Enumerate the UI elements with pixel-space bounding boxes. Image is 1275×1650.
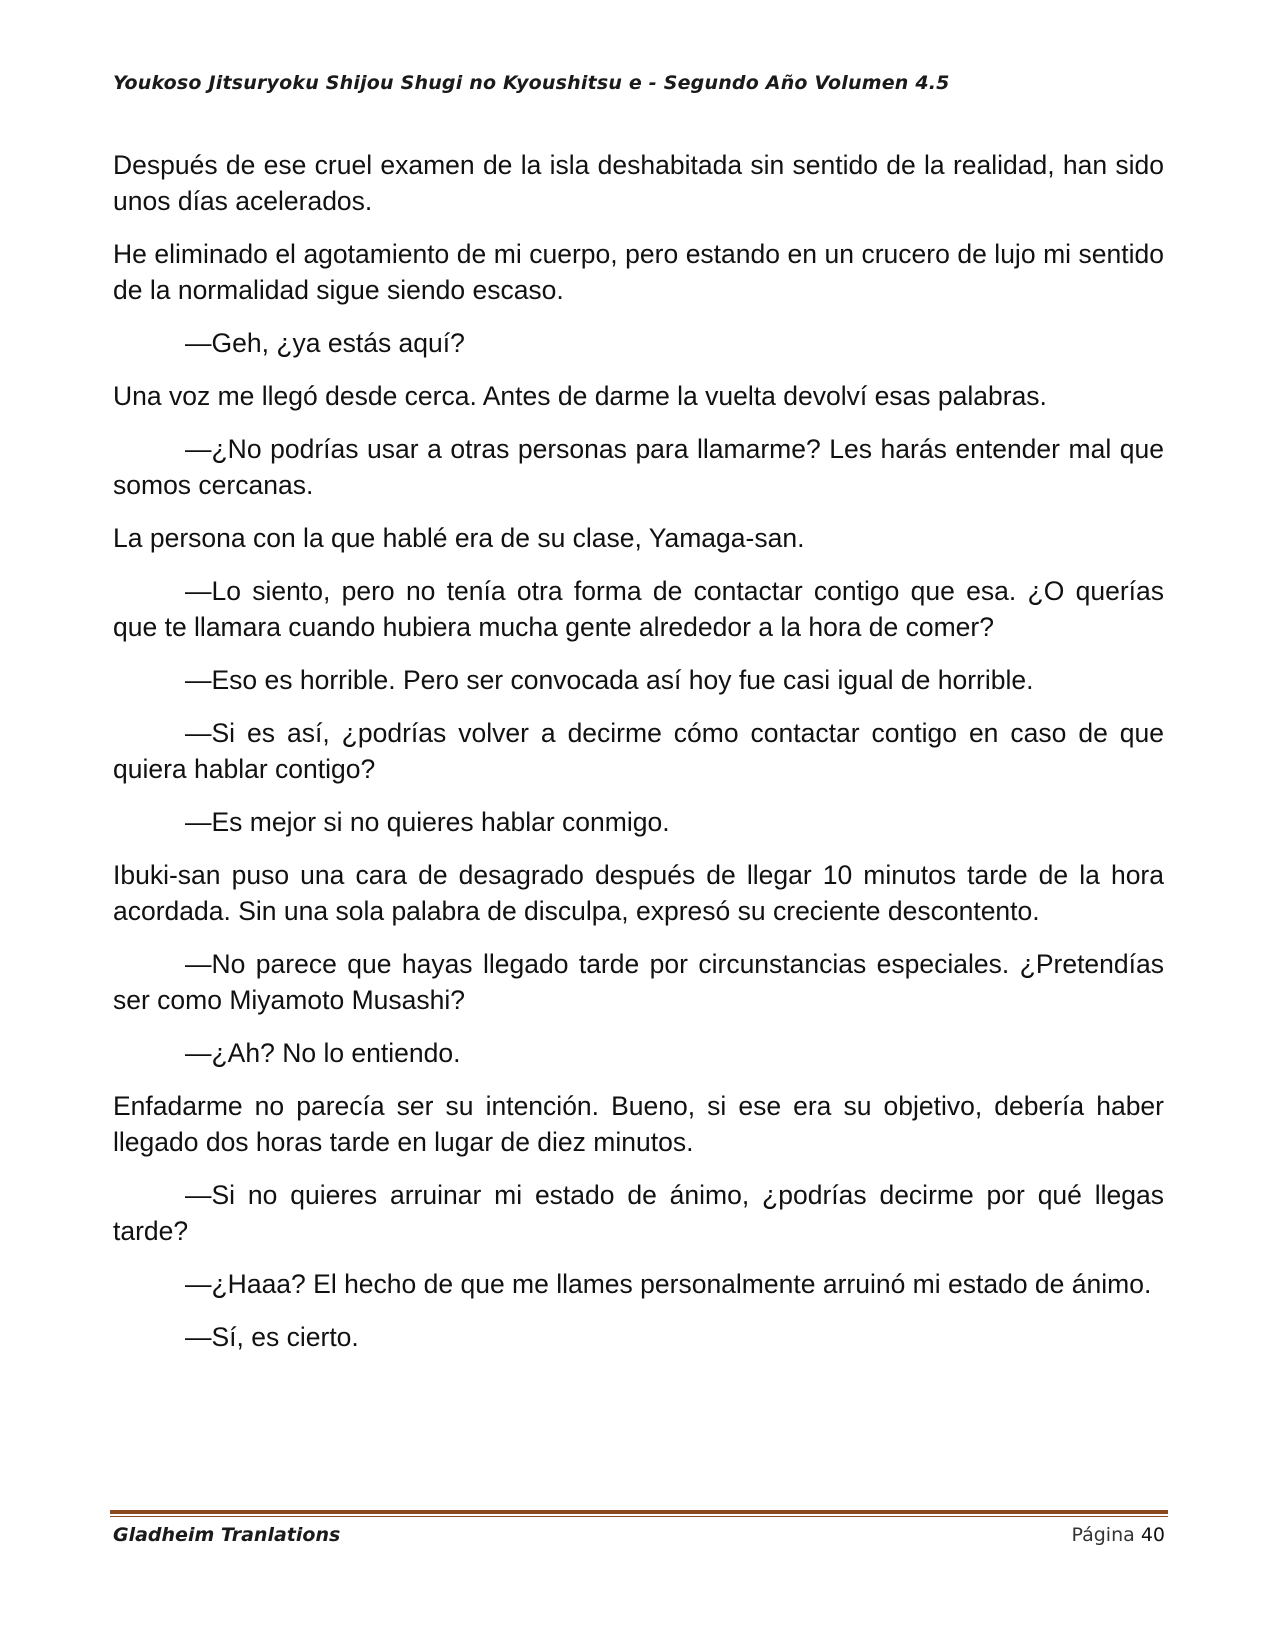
paragraph: Enfadarme no parecía ser su intención. Bueno, si ese era su objetivo, debería haber llegado dos horas tarde en lugar de diez minutos. bbox=[113, 1091, 1164, 1157]
page-number-block bbox=[1071, 1524, 1165, 1546]
footer-divider bbox=[110, 1510, 1168, 1517]
paragraph: Una voz me llegó desde cerca. Antes de darme la vuelta devolví esas palabras. bbox=[113, 381, 1047, 411]
page-label: Página bbox=[1071, 1524, 1135, 1546]
dialogue-line: —Sí, es cierto. bbox=[185, 1322, 359, 1352]
dialogue-line: —Si es así, ¿podrías volver a decirme cómo contactar contigo en caso de que quiera hablar contigo? bbox=[113, 718, 1164, 784]
footer-publisher: Gladheim Tranlations bbox=[113, 1524, 341, 1546]
footer-divider-thin bbox=[110, 1516, 1168, 1517]
chapter-body bbox=[113, 147, 1164, 1372]
paragraph: La persona con la que hablé era de su clase, Yamaga-san. bbox=[113, 523, 805, 553]
running-header: Youkoso Jitsuryoku Shijou Shugi no Kyoushitsu e - Segundo Año Volumen 4.5 bbox=[113, 72, 950, 94]
dialogue-line: —Lo siento, pero no tenía otra forma de contactar contigo que esa. ¿O querías que te llamara cuando hubiera mucha gente alrededor a la hora de comer? bbox=[113, 576, 1164, 642]
dialogue-line: —Geh, ¿ya estás aquí? bbox=[185, 328, 465, 358]
paragraph: Ibuki-san puso una cara de desagrado después de llegar 10 minutos tarde de la hora acordada. Sin una sola palabra de disculpa, expresó su creciente descontento. bbox=[113, 860, 1164, 926]
dialogue-line: —Es mejor si no quieres hablar conmigo. bbox=[185, 807, 670, 837]
dialogue-line: —¿Ah? No lo entiendo. bbox=[185, 1038, 461, 1068]
dialogue-line: —Si no quieres arruinar mi estado de ánimo, ¿podrías decirme por qué llegas tarde? bbox=[113, 1180, 1164, 1246]
dialogue-line: —Eso es horrible. Pero ser convocada así hoy fue casi igual de horrible. bbox=[185, 665, 1034, 695]
paragraph: He eliminado el agotamiento de mi cuerpo, pero estando en un crucero de lujo mi sentido de la normalidad sigue siendo escaso. bbox=[113, 239, 1164, 305]
page-number: 40 bbox=[1140, 1524, 1165, 1546]
dialogue-line: —No parece que hayas llegado tarde por circunstancias especiales. ¿Pretendías ser como Miyamoto Musashi? bbox=[113, 949, 1164, 1015]
dialogue-line: —¿No podrías usar a otras personas para llamarme? Les harás entender mal que somos cercanas. bbox=[113, 434, 1164, 500]
dialogue-line: —¿Haaa? El hecho de que me llames personalmente arruinó mi estado de ánimo. bbox=[185, 1269, 1152, 1299]
paragraph: Después de ese cruel examen de la isla deshabitada sin sentido de la realidad, han sido unos días acelerados. bbox=[113, 150, 1164, 216]
